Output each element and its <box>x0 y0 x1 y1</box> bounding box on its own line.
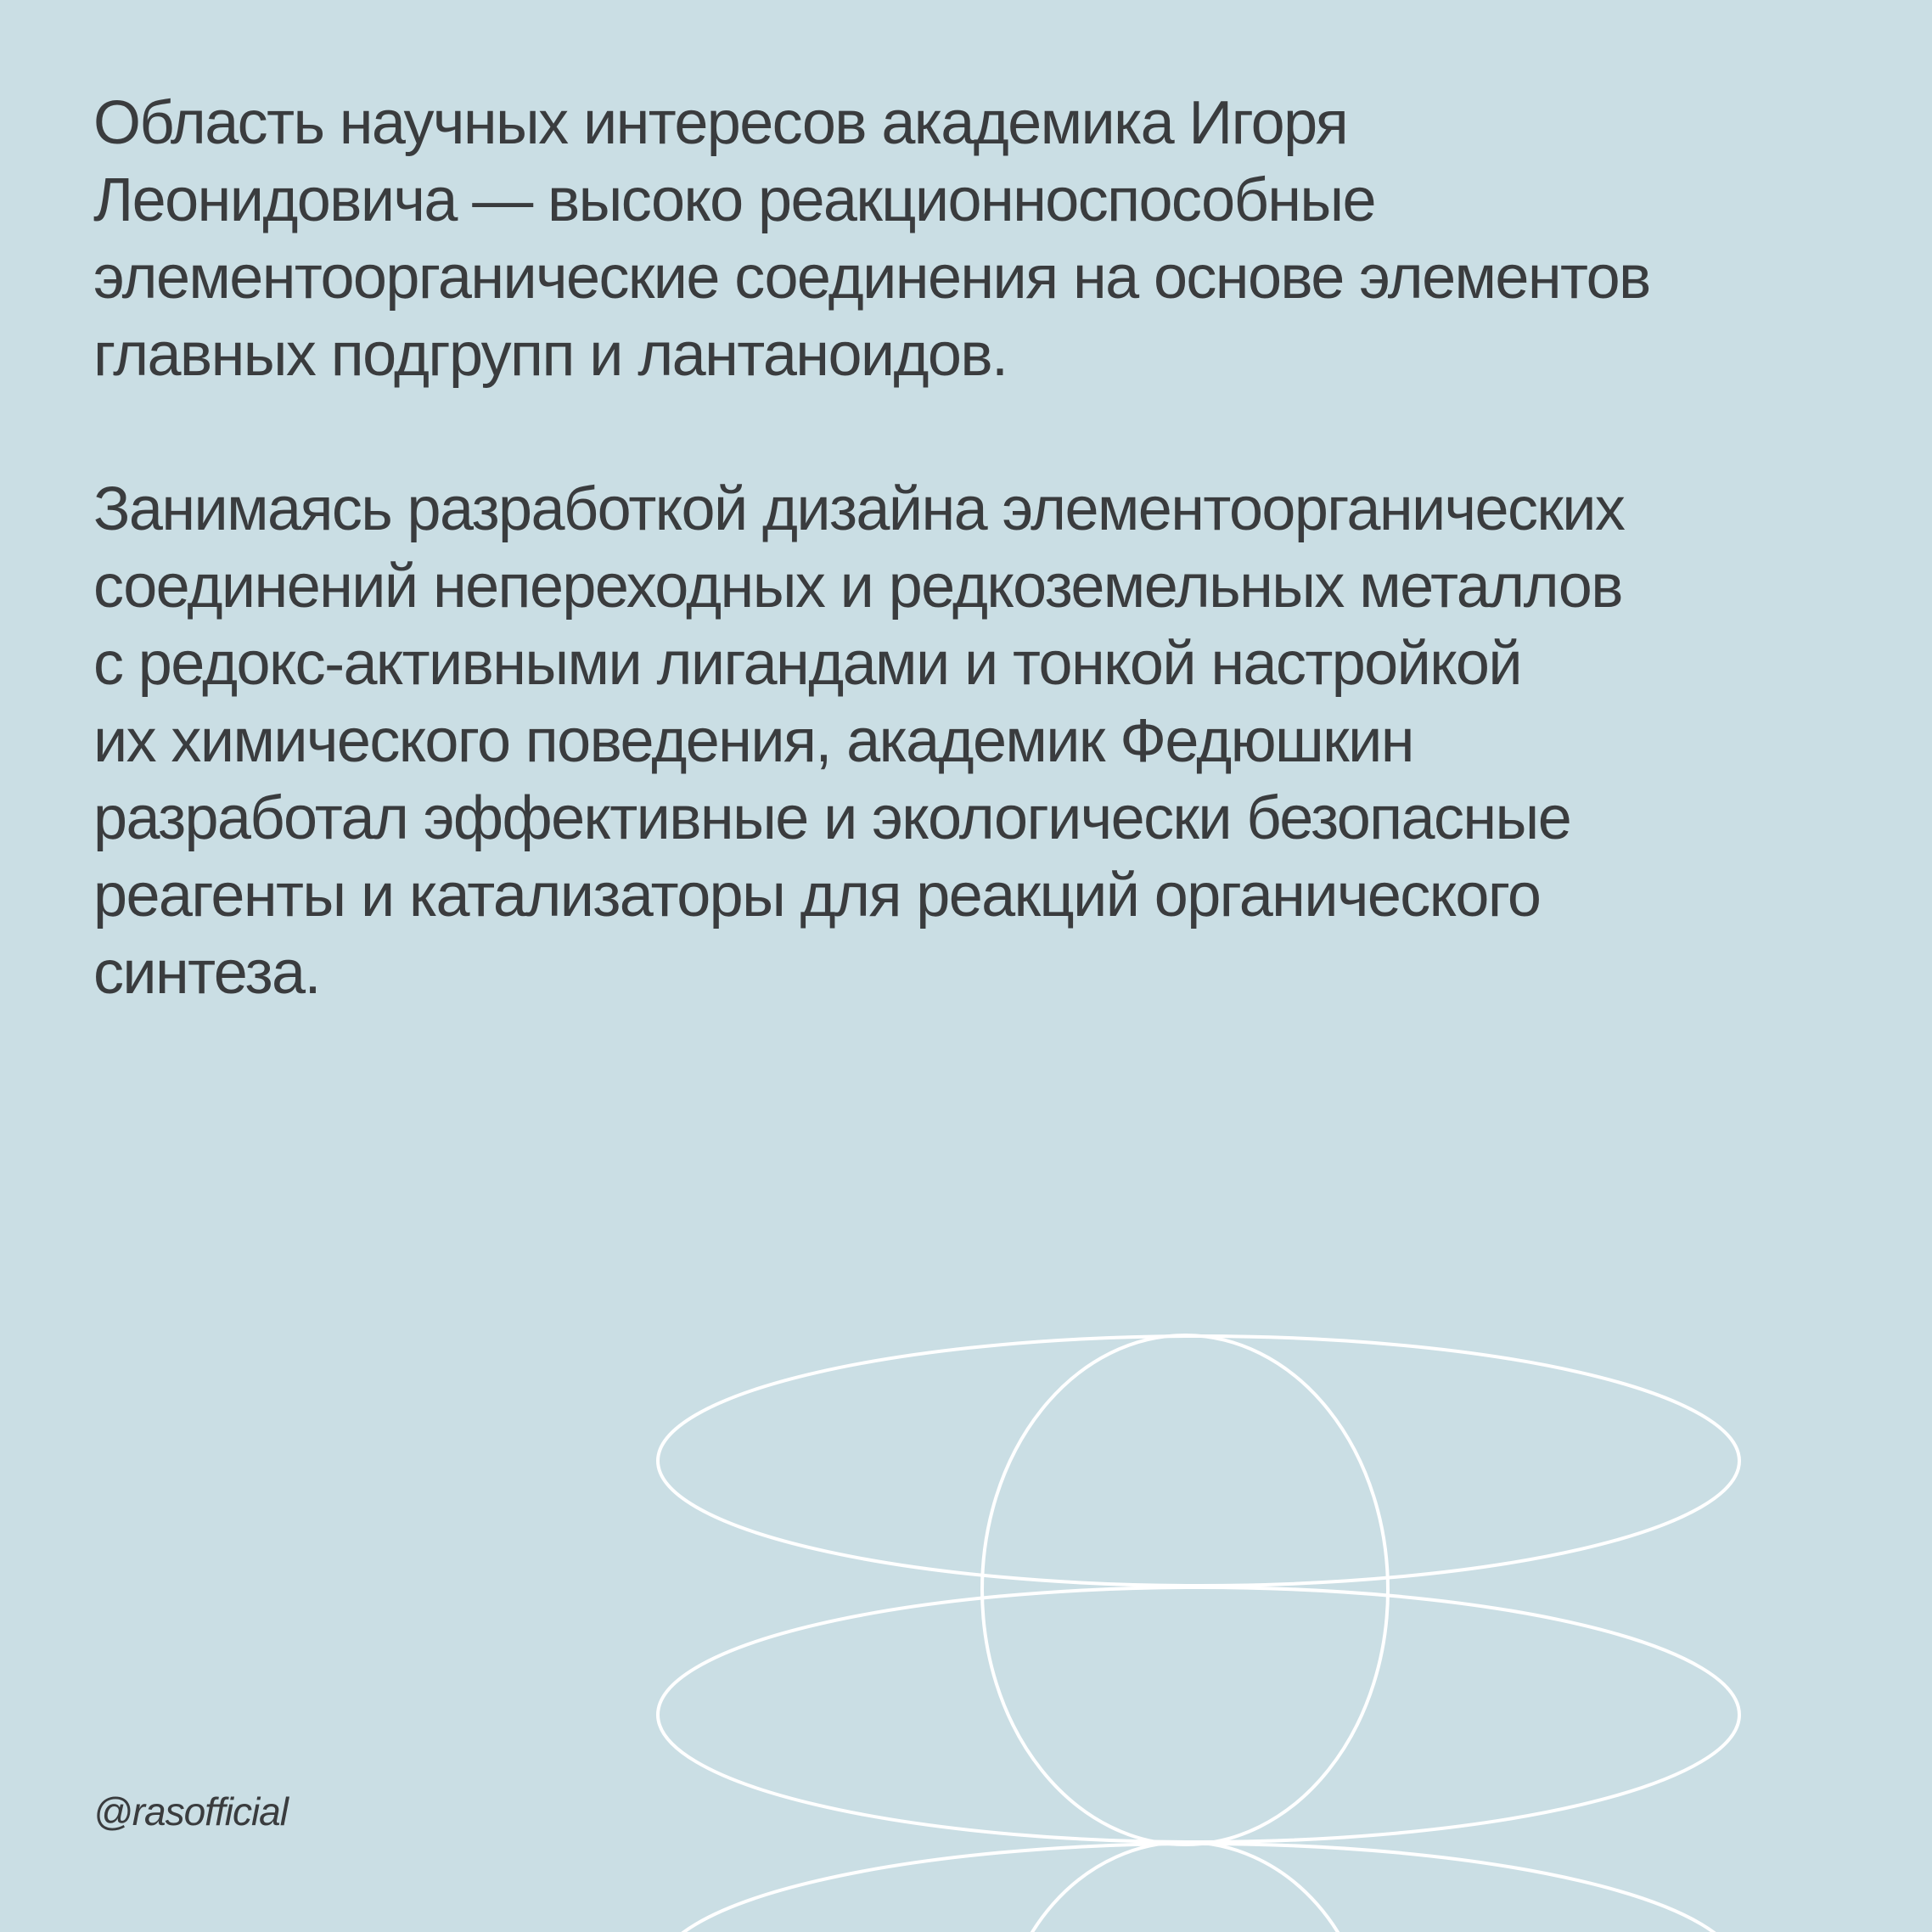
vertical-ring-upper <box>982 1335 1388 1845</box>
horizontal-ring-top <box>658 1336 1739 1586</box>
text-line: Область научных интересов академика Игоря <box>93 89 1348 157</box>
account-handle: @rasofficial <box>93 1789 288 1834</box>
paragraph-achievements <box>93 471 1842 1012</box>
text-line: разработал эффективные и экологически безопасные <box>93 784 1571 852</box>
vertical-ring-lower <box>998 1842 1372 1932</box>
text-line: с редокс-активными лигандами и тонкой настройкой <box>93 630 1521 698</box>
paragraph-research-area <box>93 85 1842 394</box>
text-line: реагенты и катализаторы для реакций органического <box>93 862 1541 929</box>
text-line: главных подгрупп и лантаноидов. <box>93 321 1008 389</box>
text-line: соединений непереходных и редкоземельных металлов <box>93 553 1622 621</box>
text-line: Занимаясь разработкой дизайна элементоорганических <box>93 475 1625 543</box>
horizontal-ring-middle <box>658 1587 1739 1842</box>
text-line: синтеза. <box>93 939 320 1007</box>
text-line: Леонидовича — высоко реакционноспособные <box>93 166 1375 234</box>
horizontal-ring-bottom <box>658 1844 1739 1932</box>
text-line: их химического поведения, академик Федюшкин <box>93 707 1413 775</box>
body-text <box>93 85 1842 1012</box>
orbital-rings <box>658 1335 1739 1932</box>
text-line: элементоорганические соединения на основе элементов <box>93 244 1650 312</box>
